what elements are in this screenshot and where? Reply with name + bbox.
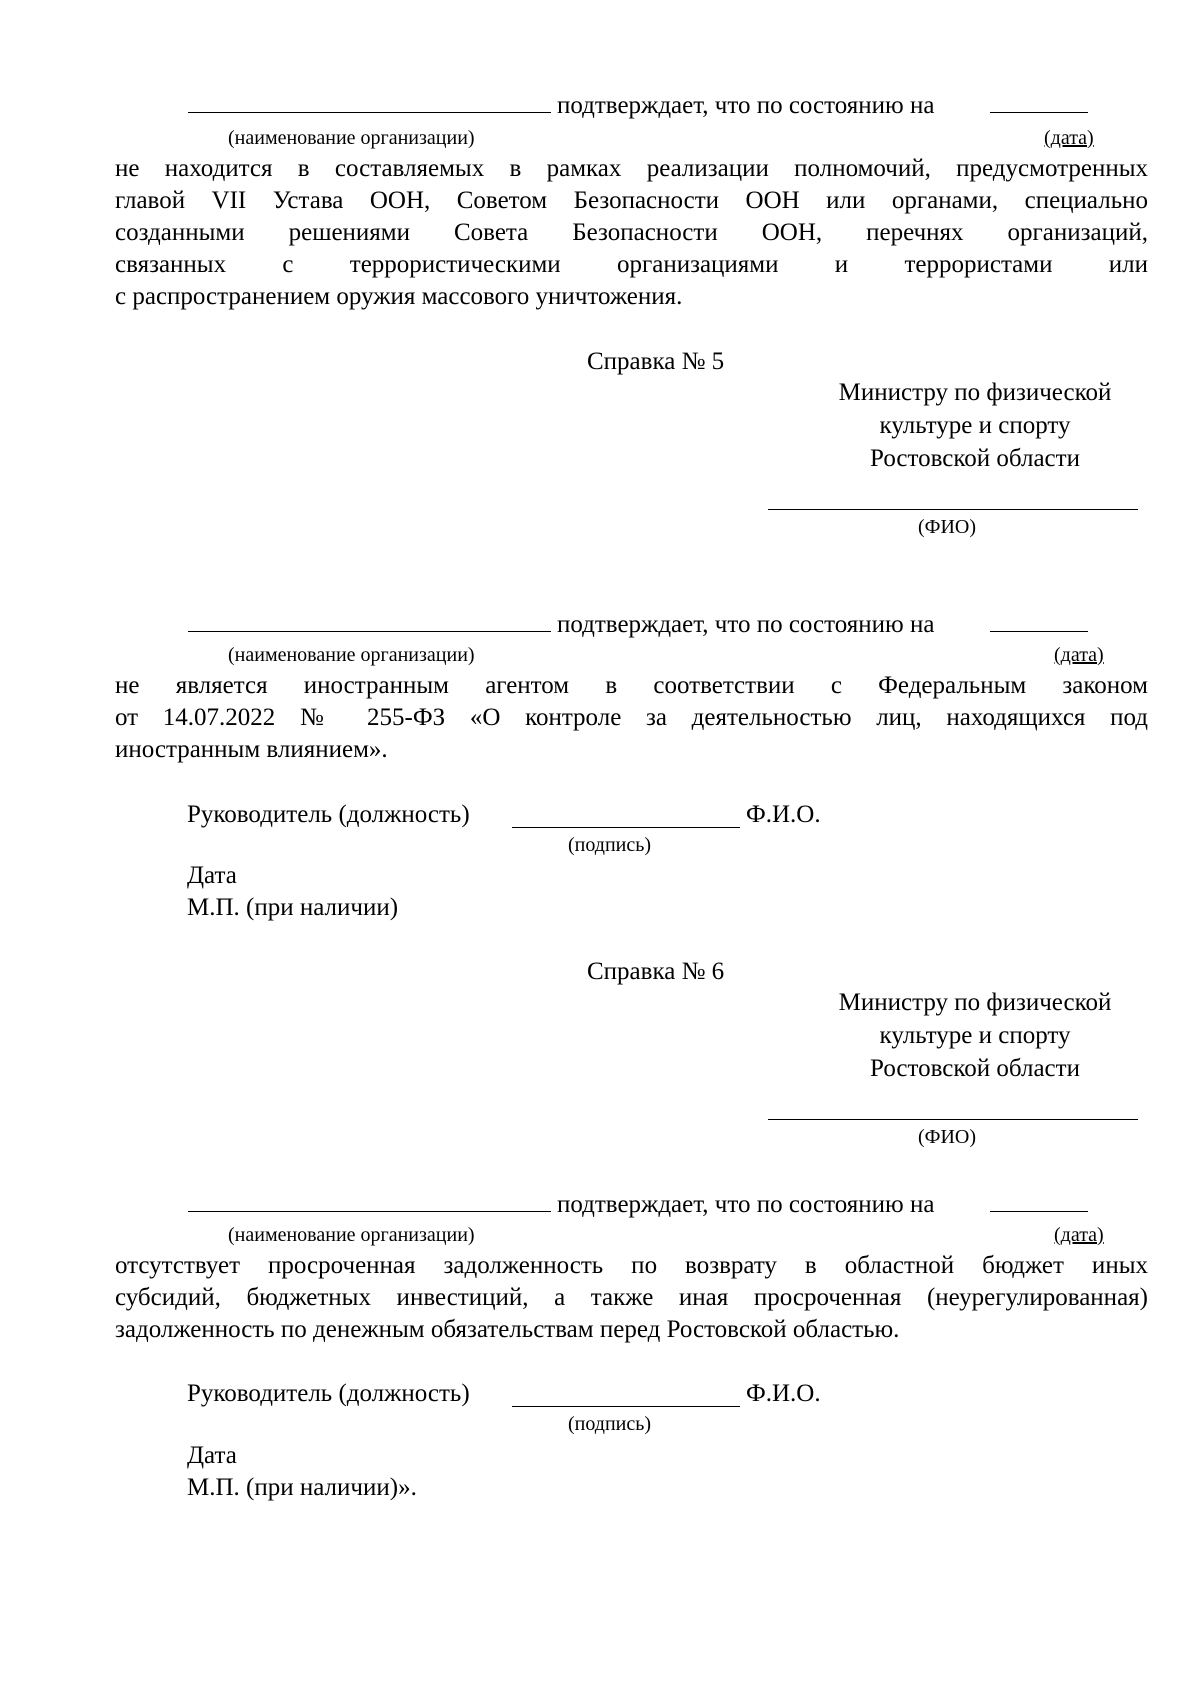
org-name-blank xyxy=(188,631,551,632)
date-caption: (дата) xyxy=(1044,127,1094,149)
addressee-line: Ростовской области xyxy=(870,1055,1080,1082)
stamp-label: М.П. (при наличии) xyxy=(187,894,399,921)
addressee-line: Министру по физической xyxy=(838,989,1112,1016)
body-line: созданными решениями Совета Безопасности ООН, перечнях организаций, xyxy=(115,219,1148,246)
addressee-line: культуре и спорту xyxy=(879,412,1071,439)
stamp-label: М.П. (при наличии)». xyxy=(187,1474,417,1501)
org-caption: (наименование организации) xyxy=(228,644,475,666)
head-name: Ф.И.О. xyxy=(746,801,821,828)
spravka-5-title: Справка № 5 xyxy=(587,348,725,375)
fio-blank xyxy=(768,509,1138,510)
body-line: не является иностранным агентом в соответствии с Федеральным законом xyxy=(115,672,1148,699)
org-caption: (наименование организации) xyxy=(228,127,475,149)
date-blank xyxy=(990,112,1088,113)
fio-caption: (ФИО) xyxy=(918,1126,977,1148)
date-label: Дата xyxy=(187,1442,237,1469)
org-name-blank xyxy=(188,1211,551,1212)
body-line: связанных с террористическими организациями и террористами или xyxy=(115,251,1148,278)
head-position: Руководитель (должность) xyxy=(187,801,470,828)
addressee-line: Ростовской области xyxy=(870,445,1080,472)
spravka-6-title: Справка № 6 xyxy=(587,958,725,985)
body-line: не находится в составляемых в рамках реализации полномочий, предусмотренных xyxy=(115,155,1148,182)
date-caption: (дата) xyxy=(1054,1224,1104,1246)
org-caption: (наименование организации) xyxy=(228,1224,475,1246)
body-line: задолженность по денежным обязательствам перед Ростовской областью. xyxy=(115,1316,900,1343)
date-blank xyxy=(990,631,1088,632)
fio-blank xyxy=(768,1119,1138,1120)
body-line: главой VII Устава ООН, Советом Безопасности ООН или органами, специально xyxy=(115,187,1148,214)
confirm-text: подтверждает, что по состоянию на xyxy=(557,1191,935,1218)
signature-caption: (подпись) xyxy=(568,834,652,856)
head-name: Ф.И.О. xyxy=(746,1380,821,1407)
addressee-line: культуре и спорту xyxy=(879,1022,1071,1049)
spravka-6-addressee xyxy=(765,986,1185,1085)
org-name-blank xyxy=(188,112,551,113)
body-line: с распространением оружия массового уничтожения. xyxy=(115,283,683,310)
date-blank xyxy=(990,1211,1088,1212)
addressee-line: Министру по физической xyxy=(838,379,1112,406)
fio-caption: (ФИО) xyxy=(918,516,977,538)
body-line: отсутствует просроченная задолженность по возврату в областной бюджет иных xyxy=(115,1252,1148,1279)
body-line: иностранным влиянием». xyxy=(115,736,388,763)
date-label: Дата xyxy=(187,862,237,889)
spravka-5-addressee xyxy=(765,376,1185,475)
signature-blank xyxy=(512,827,740,828)
body-line: субсидий, бюджетных инвестиций, а также иная просроченная (неурегулированная) xyxy=(115,1284,1148,1311)
body-line: от 14.07.2022 № 255-ФЗ «О контроле за деятельностью лиц, находящихся под xyxy=(115,704,1148,731)
confirm-text: подтверждает, что по состоянию на xyxy=(557,611,935,638)
date-caption: (дата) xyxy=(1054,644,1104,666)
signature-caption: (подпись) xyxy=(568,1413,652,1435)
head-position: Руководитель (должность) xyxy=(187,1380,470,1407)
signature-blank xyxy=(512,1406,740,1407)
confirm-text: подтверждает, что по состоянию на xyxy=(557,92,935,119)
